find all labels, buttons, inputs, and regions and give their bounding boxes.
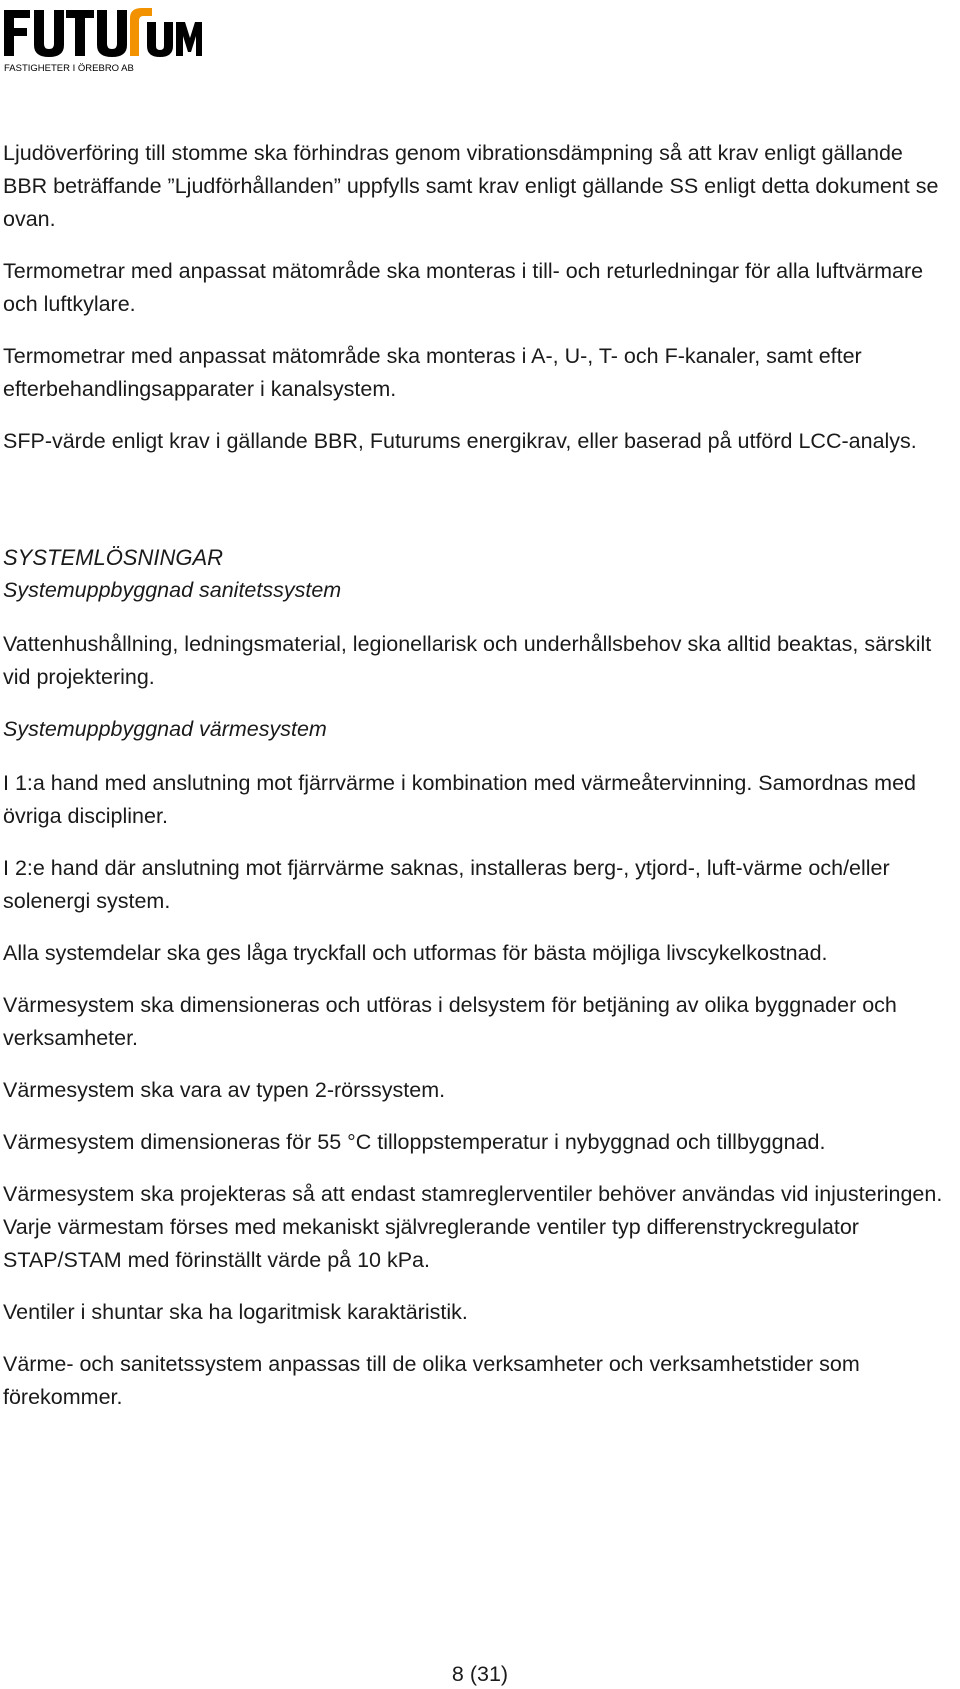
paragraph-2-rorssystem: Värmesystem ska vara av typen 2-rörssystem. — [3, 1078, 446, 1102]
paragraph-termometrar-luftvarmare: Termometrar med anpassat mätområde ska monteras i till- och returledningar för alla luftvärmare och luftkylare. — [3, 259, 924, 316]
paragraph-tilloppstemperatur: Värmesystem dimensioneras för 55 °C tilloppstemperatur i nybyggnad och tillbyggnad. — [3, 1130, 826, 1154]
subheading-sanitetssystem: Systemuppbyggnad sanitetssystem — [3, 578, 342, 602]
subheading-varmesystem: Systemuppbyggnad värmesystem — [3, 717, 327, 741]
paragraph-vattenhushallning: Vattenhushållning, ledningsmaterial, legionellarisk och underhållsbehov ska alltid beaktas, särskilt vid projektering. — [3, 632, 932, 689]
paragraph-1a-hand: I 1:a hand med anslutning mot fjärrvärme i kombination med värmeåtervinning. Samordnas med övriga discipliner. — [3, 771, 917, 828]
paragraph-termometrar-kanaler: Termometrar med anpassat mätområde ska monteras i A-, U-, T- och F-kanaler, samt efter efterbehandlingsapparater i kanalsystem. — [3, 344, 862, 401]
futurum-logo-mark — [2, 4, 202, 76]
page-number: 8 (31) — [451, 1662, 509, 1686]
paragraph-verksamhetstider: Värme- och sanitetssystem anpassas till de olika verksamheter och verksamhetstider som förekommer. — [3, 1352, 860, 1409]
document-body — [3, 137, 953, 1433]
paragraph-sfp-varde: SFP-värde enligt krav i gällande BBR, Futurums energikrav, eller baserad på utförd LCC-analys. — [3, 429, 917, 453]
paragraph-2e-hand: I 2:e hand där anslutning mot fjärrvärme saknas, installeras berg-, ytjord-, luft-värme och/eller solenergi system. — [3, 856, 890, 913]
paragraph-delsystem: Värmesystem ska dimensioneras och utföras i delsystem för betjäning av olika byggnader och verksamheter. — [3, 993, 897, 1050]
paragraph-systemdelar: Alla systemdelar ska ges låga tryckfall och utformas för bästa möjliga livscykelkostnad. — [3, 941, 828, 965]
logo-tagline: FASTIGHETER I ÖREBRO AB — [4, 63, 134, 74]
section-title: SYSTEMLÖSNINGAR — [3, 545, 224, 570]
paragraph-ljudoverforing: Ljudöverföring till stomme ska förhindras genom vibrationsdämpning så att krav enligt gällande BBR beträffande ”Ljudförhållanden” uppfylls samt krav enligt gällande SS enligt detta dokument se ovan. — [3, 141, 939, 231]
futurum-logo — [2, 4, 202, 76]
paragraph-shuntar: Ventiler i shuntar ska ha logaritmisk karaktäristik. — [3, 1300, 468, 1324]
paragraph-injustering: Värmesystem ska projekteras så att endast stamreglerventiler behöver användas vid injusteringen. Varje värmestam förses med mekaniskt självreglerande ventiler typ differenstryckregulator STAP/STAM med förinställt värde på 10 kPa. — [3, 1182, 943, 1272]
